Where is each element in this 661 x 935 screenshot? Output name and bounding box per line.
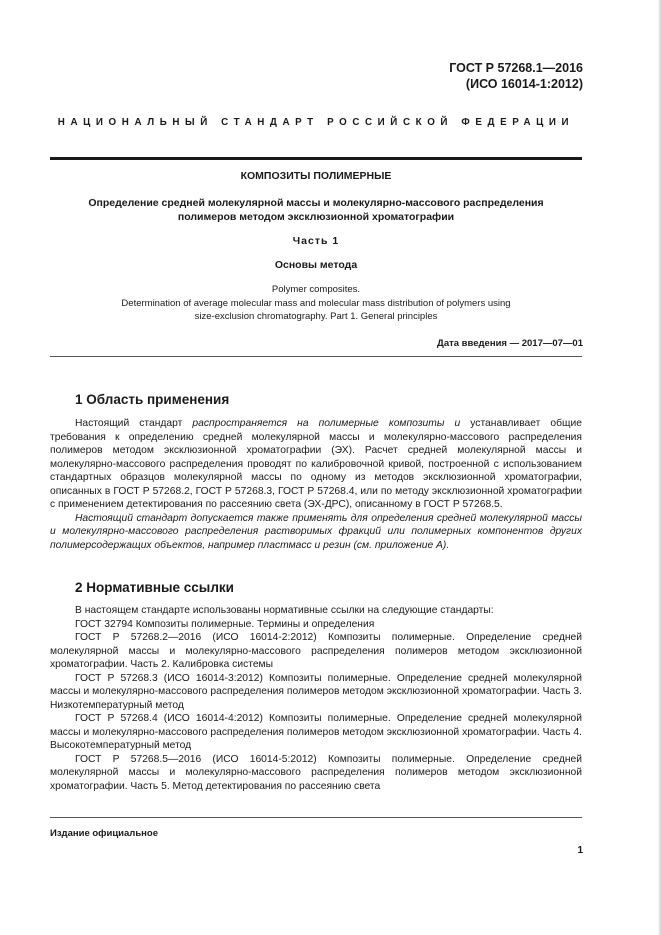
reference-item: ГОСТ Р 57268.4 (ИСО 16014-4:2012) Композиты полимерные. Определение средней молекулярной массы и молекулярно-массового распределения полимеров методом эксклюзионной хроматографии. Часть 4. Высокотемпературный метод [50,713,582,751]
reference-item: ГОСТ Р 57268.2—2016 (ИСО 16014-2:2012) Композиты полимерные. Определение средней молекулярной массы и молекулярно-массового распределения полимеров методом эксклюзионной хроматографии. Часть 2. Калибровка системы [50,632,582,670]
top-divider [50,157,582,160]
footer-divider [50,817,582,818]
subtitle-line: полимеров методом эксклюзионной хроматографии [177,211,455,223]
document-title: КОМПОЗИТЫ ПОЛИМЕРНЫЕ [240,170,392,182]
standard-number-block [449,60,583,92]
part-title: Основы метода [274,259,358,271]
english-title-line: Determination of average molecular mass and molecular mass distribution of polymers using [121,297,511,309]
standard-number: ГОСТ Р 57268.1—2016 [449,61,583,75]
reference-item: ГОСТ Р 57268.3 (ИСО 16014-3:2012) Композиты полимерные. Определение средней молекулярной массы и молекулярно-массового распределения полимеров методом эксклюзионной хроматографии. Часть 3. Низкотемпературный метод [50,672,582,711]
scope-paragraph [50,417,582,512]
scope-text: Настоящий стандарт [75,418,193,429]
scope-text: устанавливает общие требования к определению средней молекулярной массы и молекулярно-массового распределения полимеров методом эксклюзионной хроматографии (ЭХ). Расчет средней молекулярной массы и молекулярно-массового распределения проводят по калибровочной кривой, построенной с использованием стандартных образцов молекулярной массы по одному из методов эксклюзионной хроматографии, описанных в ГОСТ Р 57268.2, ГОСТ Р 57268.3, ГОСТ Р 57268.4, или по методу эксклюзионной хроматографии с применением детектирования по рассеянию света (ЭХ-ДРС), описанному в ГОСТ Р 57268.5. [50,418,582,510]
national-standard-banner: НАЦИОНАЛЬНЫЙ СТАНДАРТ РОССИЙСКОЙ ФЕДЕРАЦИИ [57,117,575,128]
subtitle-line: Определение средней молекулярной массы и молекулярно-массового распределения [88,197,544,209]
official-edition-label: Издание официальное [50,828,158,839]
page-number: 1 [577,845,583,856]
scope-text-italic: Настоящий стандарт допускается также применять для определения средней молекулярной массы и молекулярно-массового распределения растворимых фракций или полимерных компонентов других полимерсодержащих объектов, например пластмасс и резин (см. приложение А). [50,512,582,551]
iso-number: (ИСО 16014-1:2012) [465,77,583,91]
english-title [50,283,582,324]
references-intro: В настоящем стандарте использованы нормативные ссылки на следующие стандарты: [75,605,494,616]
english-title-line: size-exclusion chromatography. Part 1. General principles [194,311,438,322]
introduction-date: Дата введения — 2017—07—01 [437,338,583,349]
section-heading-scope: 1 Область применения [75,392,230,407]
english-title-line: Polymer composites. [271,284,361,295]
reference-item: ГОСТ Р 57268.5—2016 (ИСО 16014-5:2012) Композиты полимерные. Определение средней молекулярной массы и молекулярно-массового распределения полимеров методом эксклюзионной хроматографии. Часть 5. Метод детектирования по рассеянию света [50,753,582,792]
part-label: Часть 1 [292,235,340,247]
scope-text-italic: распространяется на полимерные композиты и [192,418,461,429]
scope-paragraph-italic [50,512,582,553]
document-subtitle [50,196,582,224]
section-scope-body [50,417,582,552]
section-heading-references: 2 Нормативные ссылки [75,580,234,595]
reference-item: ГОСТ 32794 Композиты полимерные. Термины и определения [75,618,375,630]
section-references-body [50,604,582,793]
date-divider [50,356,582,357]
